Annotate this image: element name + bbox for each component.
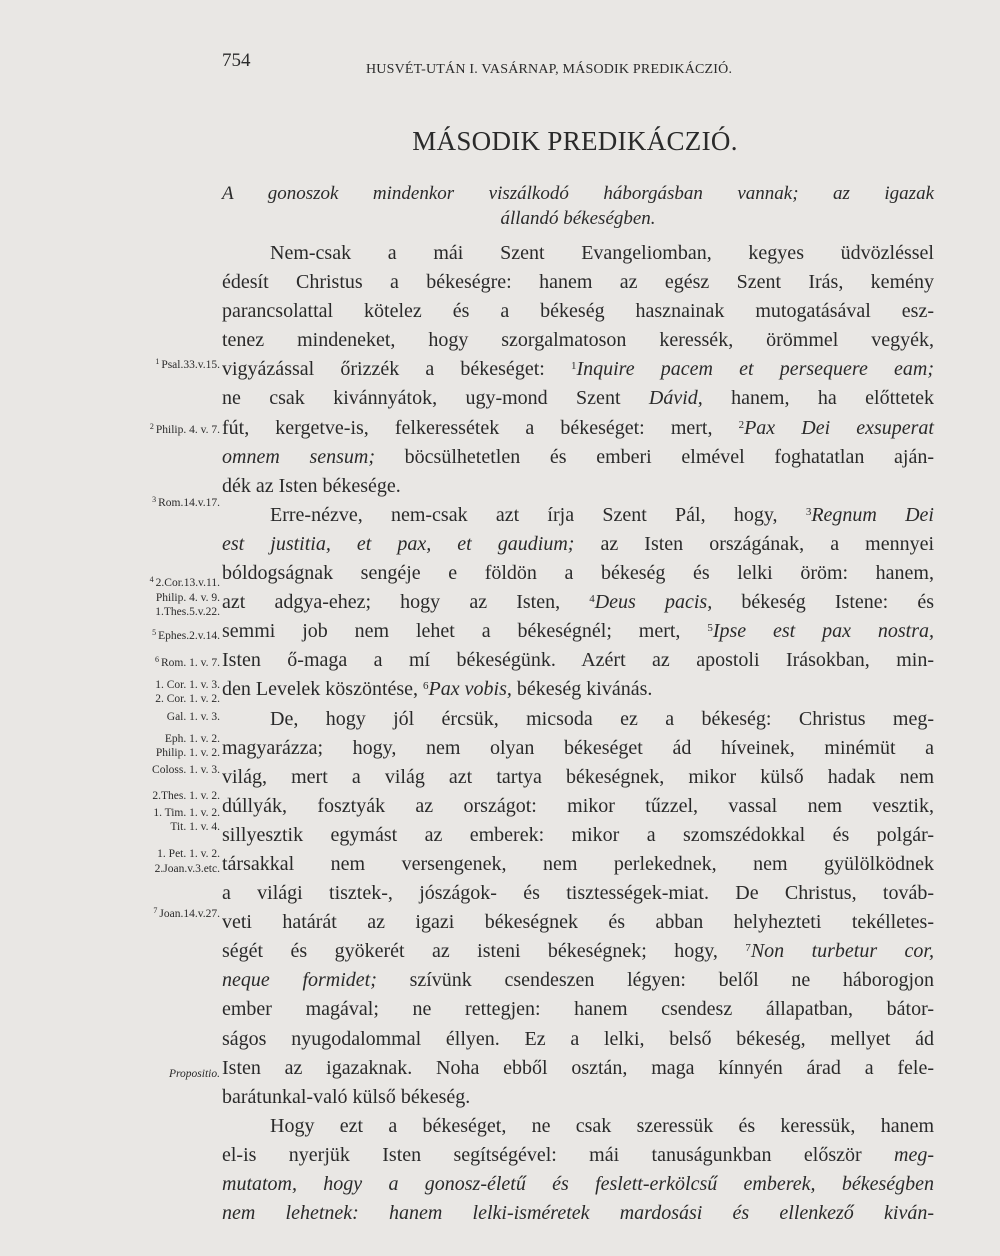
body-line: sillyesztik egymást az emberek: mikor a szomszédokkal és polgár- <box>222 823 934 846</box>
margin-note-text: Philip. 4. v. 9. <box>155 592 220 604</box>
margin-footnote-mark: 7 <box>153 906 160 915</box>
body-line: bóldogságnak sengéje e földön a békeség és lelki öröm: hanem, <box>222 562 934 585</box>
body-line: fút, kergetve-is, felkeressétek a békeséget: mert, $^2$Pax Dei exsuperat <box>222 416 934 439</box>
margin-footnote-mark: 1 <box>155 357 162 366</box>
margin-note <box>112 863 220 875</box>
margin-note <box>112 421 220 436</box>
body-line: ne csak kivánnyátok, ugy-mond Szent Dávid, hanem, ha előttetek <box>222 387 934 410</box>
margin-note <box>112 790 220 802</box>
body-line: ságos nyugodalommal éllyen. Ez a lelki, belső békeség, mellyet ád <box>222 1027 934 1050</box>
margin-note-text: 2. Cor. 1. v. 2. <box>155 693 220 705</box>
body-line: ember magával; ne rettegjen: hanem csendesz állapatban, bátor- <box>222 998 934 1021</box>
body-line: magyarázza; hogy, nem olyan békeséget ád híveinek, minémüt a <box>222 736 934 759</box>
body-line: dék az Isten békesége. <box>222 474 401 497</box>
body-line: veti határát az igazi békeségnek és abban helyhezteti tekélletes- <box>222 911 934 934</box>
sermon-motto <box>222 181 934 231</box>
margin-note-text: Rom.14.v.17. <box>158 497 220 509</box>
latin-quote: meg- <box>894 1143 934 1166</box>
body-text <box>222 239 934 1228</box>
margin-note <box>112 592 220 604</box>
motto-line-1: A gonoszok mindenkor viszálkodó háborgásban vannak; az igazak <box>222 183 934 204</box>
margin-note <box>112 807 220 819</box>
body-line: parancsolattal kötelez és a békeség hasznainak mutogatásával esz- <box>222 300 934 323</box>
margin-note <box>112 711 220 723</box>
motto-line-2: állandó békeségben. <box>500 208 656 229</box>
margin-note <box>112 574 220 589</box>
body-line: tenez mindeneket, hogy szorgalmatoson keressék, örömmel vegyék, <box>222 329 934 352</box>
body-line: Isten az igazaknak. Noha ebből osztán, maga kínnyén árad a fele- <box>222 1056 934 1079</box>
body-line: társakkal nem versengenek, nem perlekednek, nem gyülölködnek <box>222 852 934 875</box>
margin-note <box>112 747 220 759</box>
margin-note-text: Tit. 1. v. 4. <box>170 821 220 833</box>
margin-note-text: 1. Tim. 1. v. 2. <box>153 807 220 819</box>
margin-note <box>112 733 220 745</box>
margin-note-text: 1. Cor. 1. v. 3. <box>155 679 220 691</box>
footnote-mark: 5 <box>707 622 713 635</box>
latin-quote: nem lehetnek: hanem lelki-isméretek mardosási és ellenkező kiván- <box>222 1202 934 1225</box>
margin-note <box>112 494 220 509</box>
body-line: barátunkal-való külső békeség. <box>222 1085 471 1108</box>
body-line: Nem-csak a mái Szent Evangeliomban, kegyes üdvözléssel <box>270 242 934 264</box>
body-line <box>222 1170 934 1199</box>
body-line: est justitia, et pax, et gaudium; az Isten országának, a mennyei <box>222 532 935 555</box>
margin-footnote-mark: 3 <box>152 495 159 504</box>
margin-note <box>112 606 220 618</box>
margin-note-text: Rom. 1. v. 7. <box>161 657 220 669</box>
margin-footnote-mark: 4 <box>149 575 156 584</box>
body-line: den Levelek köszöntése, $^6$Pax vobis, békeség kivánás. <box>222 678 653 701</box>
margin-note-text: Psal.33.v.15. <box>161 359 220 371</box>
body-line: azt adgya-ehez; hogy az Isten, $^4$Deus pacis, békeség Istene: és <box>222 591 934 614</box>
sermon-title <box>0 126 1000 157</box>
latin-quote: neque formidet; <box>222 969 377 992</box>
margin-note-text: Philip. 1. v. 2. <box>155 747 220 759</box>
sermon-title-text: MÁSODIK PREDIKÁCZIÓ. <box>412 126 738 156</box>
latin-quote: Inquire pacem et persequere eam; <box>576 358 934 381</box>
page-number: 754 <box>222 50 251 71</box>
body-line: el-is nyerjük Isten segítségével: mái tanuságunkban először meg- <box>222 1143 934 1166</box>
latin-quote: Non turbetur cor, <box>750 940 934 963</box>
margin-footnote-mark: 6 <box>155 655 161 664</box>
body-line: világ, mert a világ azt tartya békeségnek, mikor külső hadak nem <box>222 765 934 788</box>
margin-note-text: 2.Thes. 1. v. 2. <box>152 790 220 802</box>
margin-note <box>112 905 220 920</box>
body-line: a világi tisztek-, jószágok- és tisztességek-miat. De Christus, továb- <box>222 882 934 905</box>
body-line: vigyázással őrizzék a békeséget: $^1$Inquire pacem et persequere eam; <box>222 358 934 381</box>
margin-note <box>112 654 220 669</box>
margin-footnote-mark: 2 <box>149 422 156 431</box>
body-line: semmi job nem lehet a békeségnél; mert, $^5$Ipse est pax nostra, <box>222 620 934 643</box>
body-line: ségét és gyökerét az isteni békeségnek; hogy, $^7$Non turbetur cor, <box>222 940 934 963</box>
margin-note-text: Propositio. <box>168 1068 220 1080</box>
footnote-mark: 6 <box>423 680 429 693</box>
margin-note-text: Eph. 1. v. 2. <box>164 733 220 745</box>
latin-quote: Dávid, <box>648 387 703 410</box>
body-line <box>222 1199 934 1228</box>
latin-quote: Ipse est pax nostra, <box>712 620 934 643</box>
latin-quote: Deus pacis, <box>594 591 713 614</box>
margin-note <box>112 1068 220 1080</box>
margin-note-text: Joan.14.v.27. <box>159 908 220 920</box>
margin-note-text: 1.Thes.5.v.22. <box>155 606 220 618</box>
margin-note <box>112 848 220 860</box>
footnote-mark: 1 <box>570 360 577 373</box>
margin-note-text: Coloss. 1. v. 3. <box>152 764 220 776</box>
margin-note <box>112 764 220 776</box>
margin-note <box>112 627 220 642</box>
margin-note-text: 1. Pet. 1. v. 2. <box>157 848 220 860</box>
body-line: neque formidet; szívünk csendeszen légyen: belől ne háborogjon <box>222 969 934 992</box>
latin-quote: Regnum Dei <box>811 503 934 526</box>
margin-note-text: 2.Cor.13.v.11. <box>155 577 220 589</box>
footnote-mark: 4 <box>589 593 595 606</box>
margin-note-text: Philip. 4. v. 7. <box>155 424 220 436</box>
margin-note-text: 2.Joan.v.3.etc. <box>154 863 220 875</box>
margin-note <box>112 679 220 691</box>
margin-note <box>112 693 220 705</box>
running-head: HUSVÉT-UTÁN I. VASÁRNAP, MÁSODIK PREDIKÁCZIÓ. <box>366 62 733 77</box>
margin-footnote-mark: 5 <box>152 628 159 637</box>
body-line: Erre-nézve, nem-csak azt írja Szent Pál, hogy, $^3$Regnum Dei <box>270 503 934 526</box>
latin-quote: Pax Dei exsuperat <box>744 416 934 439</box>
margin-note <box>112 821 220 833</box>
body-line: De, hogy jól ércsük, micsoda ez a békeség: Christus meg- <box>270 707 934 730</box>
body-line: édesít Christus a békeségre: hanem az egész Szent Irás, kemény <box>222 271 934 294</box>
latin-quote: Pax vobis, <box>428 678 512 701</box>
latin-quote: mutatom, hogy a gonosz-életű és feslett-erkölcsű emberek, békeségben <box>222 1173 934 1195</box>
body-line: Isten ő-maga a mí békeségünk. Azért az apostoli Irásokban, min- <box>222 649 934 672</box>
margin-note-text: Gal. 1. v. 3. <box>166 711 220 723</box>
latin-quote: est justitia, et pax, et gaudium; <box>222 532 575 555</box>
latin-quote: omnem sensum; <box>222 445 375 468</box>
body-line: Hogy ezt a békeséget, ne csak szeressük és keressük, hanem <box>270 1114 934 1137</box>
footnote-mark: 2 <box>738 418 745 431</box>
body-line: dúllyák, fosztyák az országot: mikor tűzzel, vassal nem vesztik, <box>222 794 934 817</box>
margin-note <box>112 356 220 371</box>
body-line: omnem sensum; böcsülhetetlen és emberi elmével foghatatlan aján- <box>222 445 935 468</box>
footnote-mark: 7 <box>745 942 751 955</box>
margin-note-text: Ephes.2.v.14. <box>158 630 220 642</box>
footnote-mark: 3 <box>805 505 812 518</box>
